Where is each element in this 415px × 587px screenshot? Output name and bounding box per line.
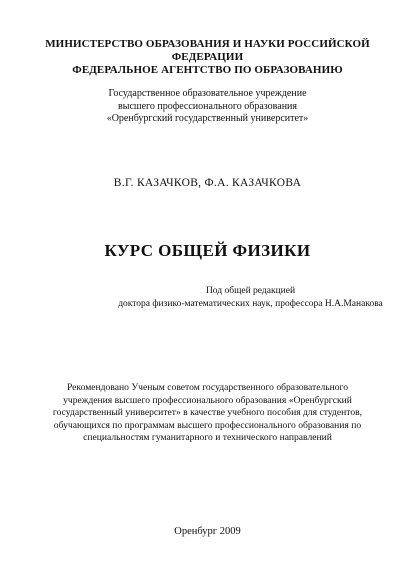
recommendation-line: государственный университет» в качестве учебного пособия для студентов, <box>52 407 363 419</box>
editor-note <box>86 285 415 310</box>
institution-line: высшего профессионального образования <box>118 100 297 112</box>
institution-line: «Оренбургский государственный университет» <box>106 113 309 124</box>
ministry-header <box>0 38 415 77</box>
ministry-line: ФЕДЕРАЦИИ <box>171 51 244 63</box>
institution-line: Государственное образовательное учреждение <box>108 88 307 99</box>
recommendation-line: обучающихся по программам высшего профессионального образования по <box>53 419 362 431</box>
authors: В.Г. КАЗАЧКОВ, Ф.А. КАЗАЧКОВА <box>113 177 302 189</box>
book-title: КУРС ОБЩЕЙ ФИЗИКИ <box>104 241 311 260</box>
editor-line: доктора физико-математических наук, профессора Н.А.Манакова <box>118 298 383 309</box>
recommendation-note <box>0 382 415 445</box>
recommendation-line: специальностям гуманитарного и технического направлений <box>83 432 332 444</box>
institution-header <box>0 88 415 126</box>
recommendation-line: учреждения высшего профессионального образования «Оренбургский <box>63 394 352 406</box>
ministry-line: МИНИСТЕРСТВО ОБРАЗОВАНИЯ И НАУКИ РОССИЙСКОЙ <box>45 38 370 50</box>
recommendation-line: Рекомендовано Ученым советом государственного образовательного <box>66 382 349 393</box>
editor-line: Под общей редакцией <box>205 286 296 296</box>
city-year: Оренбург 2009 <box>174 526 241 537</box>
ministry-line: ФЕДЕРАЛЬНОЕ АГЕНТСТВО ПО ОБРАЗОВАНИЮ <box>72 64 343 76</box>
